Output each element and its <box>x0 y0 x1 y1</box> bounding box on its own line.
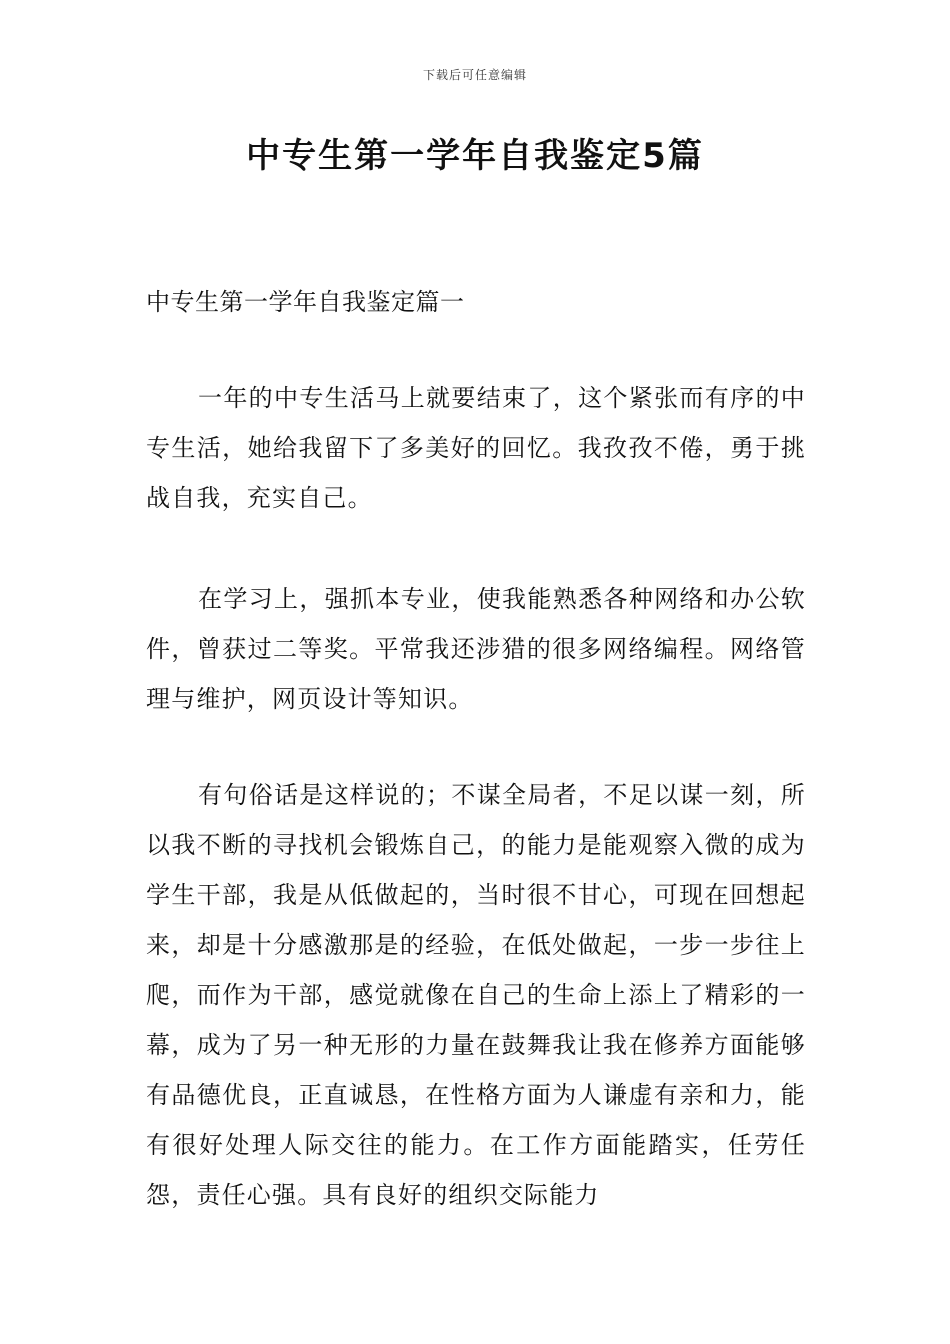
paragraph-1: 一年的中专生活马上就要结束了，这个紧张而有序的中专生活，她给我留下了多美好的回忆。我孜孜不倦，勇于挑战自我，充实自己。 <box>146 384 806 512</box>
paragraph-2: 在学习上，强抓本专业，使我能熟悉各种网络和办公软件，曾获过二等奖。平常我还涉猎的很多网络编程。网络管理与维护，网页设计等知识。 <box>146 585 806 713</box>
section-heading: 中专生第一学年自我鉴定篇一 <box>146 288 465 316</box>
paragraph-3: 有句俗话是这样说的；不谋全局者，不足以谋一刻，所以我不断的寻找机会锻炼自己，的能力是能观察入微的成为学生干部，我是从低做起的，当时很不甘心，可现在回想起来，却是十分感激那是的经验，在低处做起，一步一步往上爬，而作为干部，感觉就像在自己的生命上添上了精彩的一幕，成为了另一种无形的力量在鼓舞我让我在修养方面能够有品德优良，正直诚恳，在性格方面为人谦虚有亲和力，能有很好处理人际交往的能力。在工作方面能踏实，任劳任怨，责任心强。具有良好的组织交际能力 <box>146 781 806 1209</box>
document-title: 中专生第一学年自我鉴定5篇 <box>246 136 704 176</box>
header-note: 下载后可任意编辑 <box>422 68 527 82</box>
